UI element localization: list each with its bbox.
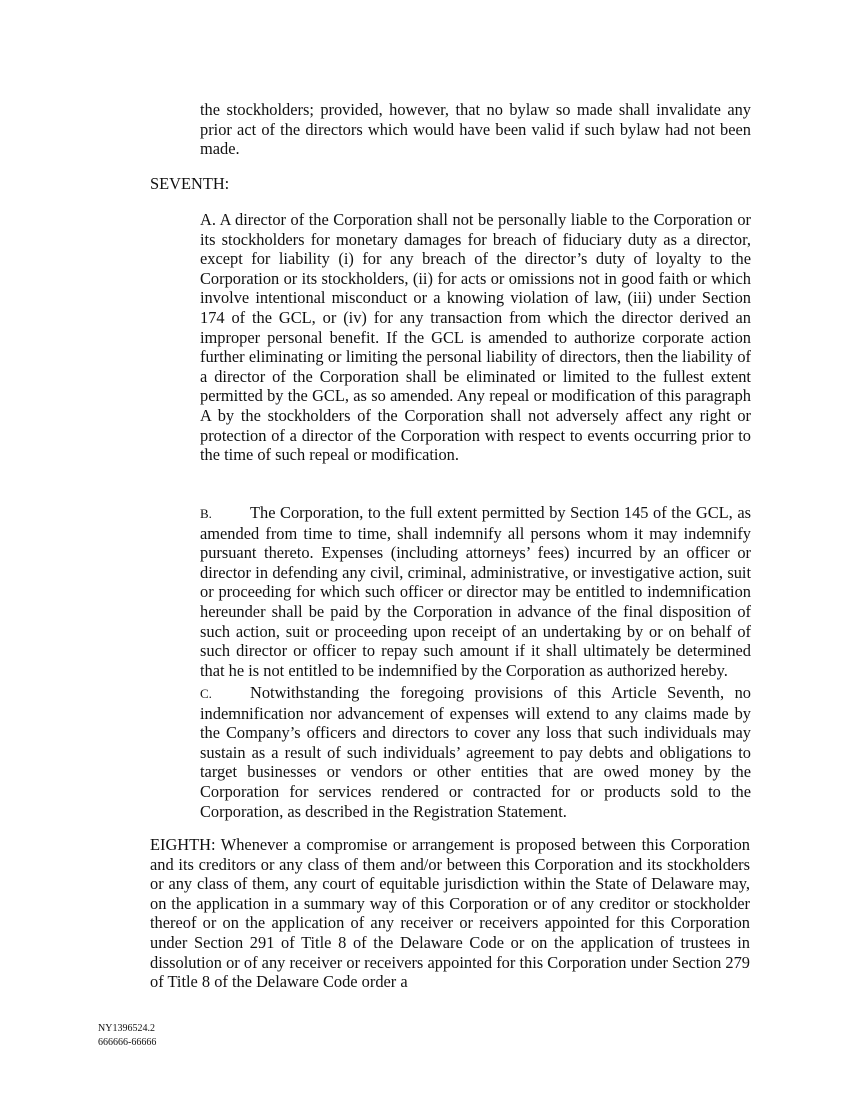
seventh-paragraph-b xyxy=(200,503,751,680)
footer-doc-id: NY1396524.2 xyxy=(98,1023,155,1034)
continuation-paragraph: the stockholders; provided, however, that no bylaw so made shall invalidate any prior act of the directors which would have been valid if such bylaw had not been made. xyxy=(200,100,751,159)
footer-matter-number: 666666-66666 xyxy=(98,1037,157,1048)
paragraph-c-marker: C. xyxy=(200,686,212,701)
paragraph-c-text: Notwithstanding the foregoing provisions of this Article Seventh, no indemnification nor advancement of expenses will extend to any claims made by the Company’s officers and directors to cover any loss that such individuals may sustain as a result of such individuals’ agreement to pay debts and obligations to target businesses or vendors or other entities that are owed money by the Corporation for services rendered or contracted for or products sold to the Corporation, as described in the Registration Statement. xyxy=(200,683,751,821)
seventh-paragraph-a: A. A director of the Corporation shall not be personally liable to the Corporation or its stockholders for monetary damages for breach of fiduciary duty as a director, except for liability (i) for any breach of the director’s duty of loyalty to the Corporation or its stockholders, (ii) for acts or omissions not in good faith or which involve intentional misconduct or a knowing violation of law, (iii) under Section 174 of the GCL, or (iv) for any transaction from which the director derived an improper personal benefit. If the GCL is amended to authorize corporate action further eliminating or limiting the personal liability of directors, then the liability of a director of the Corporation shall be eliminated or limited to the fullest extent permitted by the GCL, as so amended. Any repeal or modification of this paragraph A by the stockholders of the Corporation shall not adversely affect any right or protection of a director of the Corporation with respect to events occurring prior to the time of such repeal or modification. xyxy=(200,210,751,465)
seventh-paragraph-c xyxy=(200,683,751,821)
paragraph-b-text: The Corporation, to the full extent permitted by Section 145 of the GCL, as amended from time to time, shall indemnify all persons whom it may indemnify pursuant thereto. Expenses (including attorneys’ fees) incurred by an officer or director in defending any civil, criminal, administrative, or investigative action, suit or proceeding for which such officer or director may be entitled to indemnification hereunder shall be paid by the Corporation in advance of the final disposition of such action, suit or proceeding upon receipt of an undertaking by or on behalf of such director or officer to repay such amount if it shall ultimately be determined that he is not entitled to be indemnified by the Corporation as authorized hereby. xyxy=(200,503,751,680)
paragraph-b-marker: B. xyxy=(200,506,212,521)
eighth-paragraph: EIGHTH: Whenever a compromise or arrangement is proposed between this Corporation and its creditors or any class of them and/or between this Corporation and its stockholders or any class of them, any court of equitable jurisdiction within the State of Delaware may, on the application in a summary way of this Corporation or of any creditor or stockholder thereof or on the application of any receiver or receivers appointed for this Corporation under Section 291 of Title 8 of the Delaware Code or on the application of trustees in dissolution or of any receiver or receivers appointed for this Corporation under Section 279 of Title 8 of the Delaware Code order a xyxy=(150,835,750,992)
seventh-heading: SEVENTH: xyxy=(150,174,230,193)
